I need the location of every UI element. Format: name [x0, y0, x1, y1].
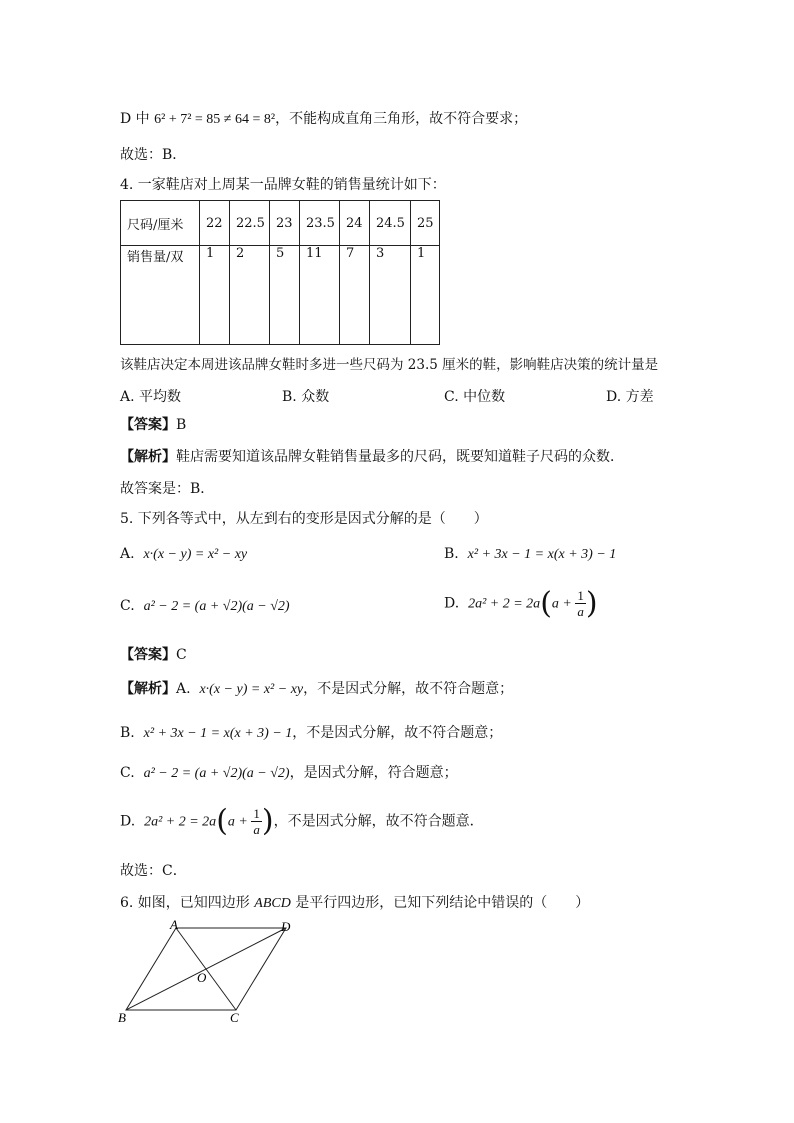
- table-cell: 23: [270, 201, 300, 246]
- table-header-sales: 销售量/双: [121, 246, 200, 345]
- q4-conclusion: 故答案是：B．: [120, 481, 215, 497]
- table-cell: 23.5: [300, 201, 340, 246]
- option-math: x² + 3x − 1 = x(x + 3) − 1: [467, 547, 617, 562]
- analysis-label: 【解析】: [120, 681, 176, 697]
- d-line-math: 6² + 7² = 85 ≠ 64 = 8²: [154, 112, 276, 127]
- table-cell: 1: [411, 246, 440, 345]
- table-cell: 24: [340, 201, 370, 246]
- diagonal-bd: [126, 928, 286, 1010]
- table-cell: 22.5: [230, 201, 270, 246]
- d-line-suffix: ，不能构成直角三角形，故不符合要求；: [275, 111, 528, 127]
- q5-analysis-a: 【解析】A. x·(x − y) = x² − xy，不是因式分解，故不符合题意；: [120, 681, 514, 697]
- q4-answer: [120, 416, 186, 434]
- answer-label: 【答案】: [120, 417, 176, 433]
- fraction: $\frac{1}{a}$: [253, 806, 260, 837]
- table-cell: 1: [200, 246, 230, 345]
- q5-option-d: D. 2a² + 2 = 2a(a + $\frac{1}{a}$ ): [444, 586, 598, 621]
- d-option-line: [120, 110, 527, 129]
- table-cell: 7: [340, 246, 370, 345]
- frac-prefix: a +: [551, 596, 576, 612]
- option-label: B.: [444, 546, 459, 562]
- q4-option-c: C. 中位数: [444, 389, 506, 405]
- q5-option-c: [120, 598, 290, 615]
- q5-stem: 5. 下列各等式中，从左到右的变形是因式分解的是（ ）: [120, 511, 488, 527]
- q5-analysis-b: B. x² + 3x − 1 = x(x + 3) − 1，不是因式分解，故不符合题意；: [120, 725, 503, 741]
- q5-option-a: [120, 546, 247, 563]
- table-cell: 2: [230, 246, 270, 345]
- q6-stem: 6. 如图，已知四边形 ABCD 是平行四边形，已知下列结论中错误的（ ）: [120, 895, 590, 911]
- q5-analysis-d: D. 2a² + 2 = 2a(a + $\frac{1}{a}$ )，不是因式分解，故不符合题意．: [120, 803, 484, 839]
- q4-option-b: B. 众数: [282, 389, 330, 405]
- q5-option-b: [444, 546, 616, 563]
- q5-conclusion: 故选：C．: [120, 863, 187, 879]
- d-line-prefix: D 中: [120, 111, 155, 127]
- table-cell: 3: [370, 246, 411, 345]
- q5-analysis-c: C. a² − 2 = (a + √2)(a − √2)，是因式分解，符合题意；: [120, 765, 458, 781]
- q4-stem: 4. 一家鞋店对上周某一品牌女鞋的销售量统计如下：: [120, 177, 446, 193]
- option-math: x·(x − y) = x² − xy: [143, 547, 248, 562]
- option-label: D.: [444, 595, 460, 612]
- q6-quadrilateral-name: ABCD: [254, 896, 291, 911]
- q5-answer: [120, 646, 187, 664]
- label-d: D: [281, 919, 291, 934]
- analysis-label: 【解析】: [120, 449, 176, 465]
- select-b-line: 故选：B．: [120, 147, 187, 163]
- table-cell: 22: [200, 201, 230, 246]
- answer-value: B: [176, 417, 187, 433]
- table-header-size: 尺码/厘米: [121, 201, 200, 246]
- label-b: B: [118, 1010, 126, 1025]
- q4-question: 该鞋店决定本周进该品牌女鞋时多进一些尺码为 23.5 厘米的鞋，影响鞋店决策的统计量是: [120, 357, 659, 373]
- table-cell: 24.5: [370, 201, 411, 246]
- analysis-text: 鞋店需要知道该品牌女鞋销售量最多的尺码，既要知道鞋子尺码的众数．: [176, 449, 624, 465]
- table-cell: 25: [411, 201, 440, 246]
- answer-label: 【答案】: [120, 647, 176, 663]
- q4-option-a: A. 平均数: [120, 389, 182, 405]
- sales-table: [120, 200, 440, 345]
- parallelogram-figure: [110, 918, 310, 1028]
- q4-option-d: D. 方差: [606, 389, 654, 405]
- label-a: A: [170, 918, 178, 932]
- option-label: C.: [120, 598, 135, 614]
- table-cell: 11: [300, 246, 340, 345]
- label-c: C: [230, 1010, 239, 1025]
- table-row: [121, 246, 440, 345]
- q4-analysis: [120, 448, 624, 466]
- answer-value: C: [176, 647, 187, 663]
- table-cell: 5: [270, 246, 300, 345]
- option-math: 2a² + 2 = 2a: [468, 596, 541, 612]
- fraction: $\frac{1}{a}$: [577, 588, 584, 619]
- label-o: O: [197, 970, 207, 985]
- option-math: a² − 2 = (a + √2)(a − √2): [143, 599, 290, 614]
- table-row: [121, 201, 440, 246]
- option-label: A.: [120, 546, 135, 562]
